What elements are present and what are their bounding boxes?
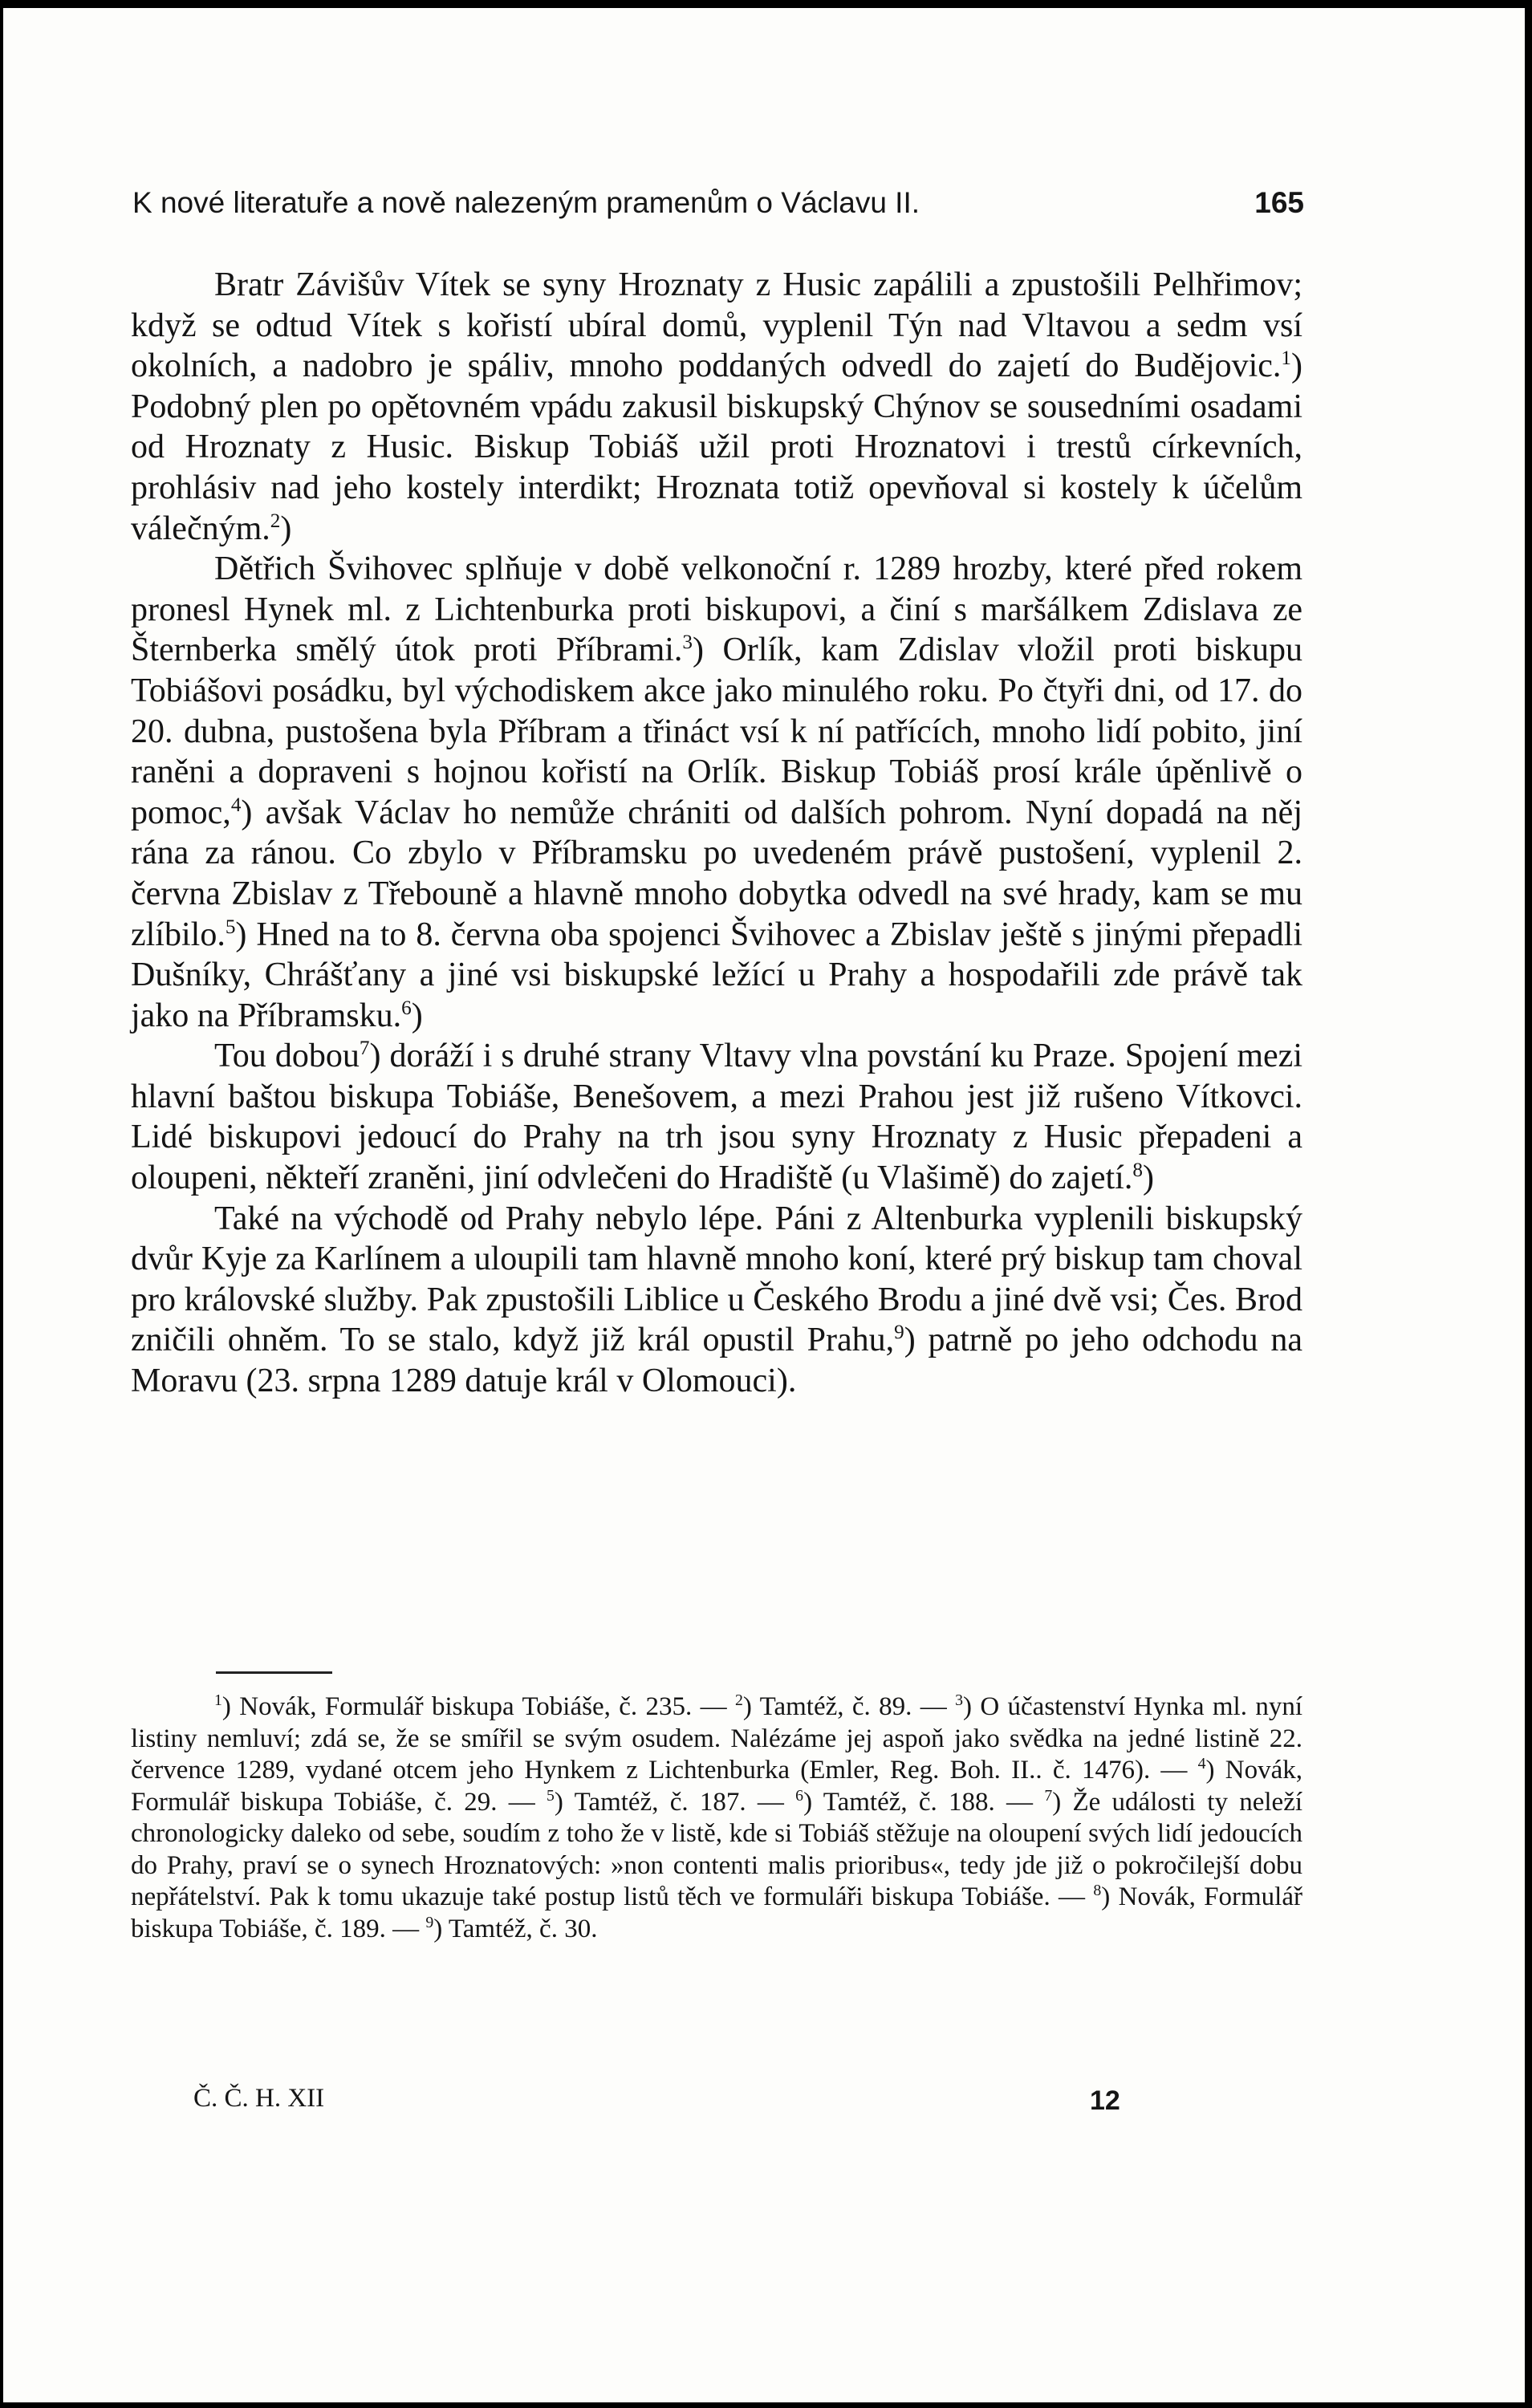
running-header: [132, 186, 1304, 236]
footnote-text: Tamtéž, č. 187. —: [574, 1787, 796, 1817]
paragraph: Bratr Závišův Vítek se syny Hroznaty z Husic zapálili a zpustošili Pelhřimov; když se odtud Vítek s kořistí ubíral domů, vyplenil Týn nad Vltavou a sedm vsí okolních, a nadobro je spáliv, mnoho poddaných odvedl do zajetí do Budějovic.$^1$) Podobný plen po opětovném vpádu zakusil biskupský Chýnov se sousedními osadami od Hroznaty z Husic. Biskup Tobiáš užil proti Hroznatovi i trestů církevních, prohlásiv nad jeho kostely interdikt; Hroznata totiž opevňoval si kostely k účelům válečným.$^2$): [131, 266, 1302, 547]
footnote-text: Tamtéž, č. 89. —: [759, 1692, 956, 1721]
text-run: avšak Václav ho nemůže chrániti od dalších pohrom. Nyní dopadá na něj rána za ránou. Co zbylo v Příbramsku po uvedeném právě pustošení, vyplenil 2. června Zbislav z Třebouně a hlavně mnoho dobytka odvedl na své hrady, kam se mu zlíbilo.: [131, 794, 1302, 953]
footnote-ref: 5: [225, 916, 236, 938]
footnote-mark: 3: [955, 1691, 963, 1709]
text-run: Hned na to 8. června oba spojenci Švihovec a Zbislav ještě s jinými přepadli Dušníky, Chrášťany a jiné vsi biskupské ležící u Prahy a hospodařili zde právě tak jako na Příbramsku.: [131, 916, 1302, 1034]
footnote-ref: 4: [230, 794, 242, 816]
signature-mark: Č. Č. H. XII: [193, 2084, 325, 2113]
footnote-ref: 2: [270, 510, 281, 532]
footnote-ref: 1: [1281, 347, 1291, 370]
text-run: Bratr Závišův Vítek se syny Hroznaty z Husic zapálili a zpustošili Pelhřimov; když se odtud Vítek s kořistí ubíral domů, vyplenil Týn nad Vltavou a sedm vsí okolních, a nadobro je spáliv, mnoho poddaných odvedl do zajetí do Budějovic.: [131, 266, 1302, 385]
footnote-text: Novák, Formulář biskupa Tobiáše, č. 189. —: [131, 1882, 1302, 1943]
paragraph: Tou dobou$^7$) doráží i s druhé strany Vltavy vlna povstání ku Praze. Spojení mezi hlavní baštou biskupa Tobiáše, Benešovem, a mezi Prahou jest již rušeno Vítkovci. Lidé biskupovi jedoucí do Prahy na trh jsou syny Hroznaty z Husic přepadeni a oloupeni, někteří zraněni, jiní odvlečeni do Hradiště (u Vlašimě) do zajetí.$^8$): [131, 1038, 1302, 1197]
footnote-mark: 9: [425, 1913, 434, 1931]
text-run: Orlík, kam Zdislav vložil proti biskupu Tobiášovi posádku, byl východiskem akce jako minulého roku. Po čtyři dni, od 17. do 20. dubna, pustošena byla Příbram a třináct vsí k ní patřících, mnoho lidí pobito, jiní raněni a dopraveni s hojnou kořistí na Orlík. Biskup Tobiáš prosí krále úpěnlivě o pomoc,: [131, 631, 1302, 831]
text-run: doráží i s druhé strany Vltavy vlna povstání ku Praze. Spojení mezi hlavní baštou biskupa Tobiáše, Benešovem, a mezi Prahou jest již rušeno Vítkovci. Lidé biskupovi jedoucí do Prahy na trh jsou syny Hroznaty z Husic přepadeni a oloupeni, někteří zraněni, jiní odvlečeni do Hradiště (u Vlašimě) do zajetí.: [131, 1038, 1302, 1197]
text-run: Tou dobou: [214, 1038, 360, 1075]
footnote-ref: 8: [1132, 1159, 1143, 1182]
footnote-mark: 1: [214, 1691, 222, 1709]
footnote-mark: 5: [547, 1786, 555, 1805]
paragraph: Dětřich Švihovec splňuje v době velkonoční r. 1289 hrozby, které před rokem pronesl Hynek ml. z Lichtenburka proti biskupovi, a činí s maršálkem Zdislava ze Šternberka smělý útok proti Příbrami.$^3$) Orlík, kam Zdislav vložil proti biskupu Tobiášovi posádku, byl východiskem akce jako minulého roku. Po čtyři dni, od 17. do 20. dubna, pustošena byla Příbram a třináct vsí k ní patřících, mnoho lidí pobito, jiní raněni a dopraveni s hojnou kořistí na Orlík. Biskup Tobiáš prosí krále úpěnlivě o pomoc,$^4$) avšak Václav ho nemůže chrániti od dalších pohrom. Nyní dopadá na něj rána za ránou. Co zbylo v Příbramsku po uvedeném právě pustošení, vyplenil 2. června Zbislav z Třebouně a hlavně mnoho dobytka odvedl na své hrady, kam se mu zlíbilo.$^5$) Hned na to 8. června oba spojenci Švihovec a Zbislav ještě s jinými přepadli Dušníky, Chrášťany a jiné vsi biskupské ležící u Prahy a hospodařili zde právě tak jako na Příbramsku.$^6$): [131, 550, 1302, 1034]
text-run: patrně po jeho odchodu na Moravu (23. srpna 1289 datuje král v Olomouci).: [131, 1322, 1302, 1400]
footnote-text: Že události ty neleží chronologicky daleko od sebe, soudím z toho že v listě, kde si Tobiáš stěžuje na oloupení svých lidí jedoucích do Prahy, praví se o synech Hroznatových: »non contenti malis prioribus«, tedy jde již o pokročilejší dobu nepřátelství. Pak k tomu ukazuje také postup listů těch ve formuláři biskupa Tobiáše. —: [131, 1787, 1303, 1911]
footnote-ref: 6: [401, 997, 412, 1019]
footnote-mark: 4: [1197, 1755, 1206, 1772]
footnote-mark: 8: [1093, 1882, 1102, 1899]
footnote-text: Novák, Formulář biskupa Tobiáše, č. 29. —: [131, 1756, 1302, 1817]
footnote-block: $^1$) Novák, Formulář biskupa Tobiáše, č. 235. — $^2$) Tamtéž, č. 89. — $^3$) O účastenství Hynka ml. nyní listiny nemluví; zdá se, že se smířil se svým osudem. Nalézáme jej aspoň jako svědka na jedné listině 22. července 1289, vydané otcem jeho Hynkem z Lichtenburka (Emler, Reg. Boh. II.. č. 1476). — $^4$) Novák, Formulář biskupa Tobiáše, č. 29. — $^5$) Tamtéž, č. 187. — $^6$) Tamtéž, č. 188. — $^7$) Že události ty neleží chronologicky daleko od sebe, soudím z toho že v listě, kde si Tobiáš stěžuje na oloupení svých lidí jedoucích do Prahy, praví se o synech Hroznatových: »non contenti malis prioribus«, tedy jde již o pokročilejší dobu nepřátelství. Pak k tomu ukazuje také postup listů těch ve formuláři biskupa Tobiáše. — $^8$) Novák, Formulář biskupa Tobiáše, č. 189. — $^9$) Tamtéž, č. 30.: [131, 1691, 1303, 1943]
sheet-number: 12: [1090, 2085, 1120, 2116]
footnote-text: O účastenství Hynka ml. nyní listiny nemluví; zdá se, že se smířil se svým osudem. Nalézáme jej aspoň jako svědka na jedné listině 22. července 1289, vydané otcem jeho Hynkem z Lichtenburka (Emler, Reg. Boh. II.. č. 1476). —: [131, 1692, 1302, 1785]
footnote-rule: [216, 1671, 332, 1674]
footnote-ref: 7: [359, 1038, 370, 1060]
footnote-mark: 6: [795, 1786, 804, 1805]
text-run: Podobný plen po opětovném vpádu zakusil biskupský Chýnov se sousedními osadami od Hroznaty z Husic. Biskup Tobiáš užil proti Hroznatovi i trestů církevních, prohlásiv nad jeho kostely interdikt; Hroznata totiž opevňoval si kostely k účelům válečným.: [131, 388, 1302, 547]
text-run: Dětřich Švihovec splňuje v době velkonoční r. 1289 hrozby, které před rokem pronesl Hynek ml. z Lichtenburka proti biskupovi, a činí s maršálkem Zdislava ze Šternberka smělý útok proti Příbrami.: [131, 550, 1302, 669]
text-run: Také na východě od Prahy nebylo lépe. Páni z Altenburka vyplenili biskupský dvůr Kyje za Karlínem a uloupili tam hlavně mnoho koní, které prý biskup tam choval pro královské služby. Pak zpustošili Liblice u Českého Brodu a jiné dvě vsi; Čes. Brod zničili ohněm. To se stalo, když již král opustil Prahu,: [131, 1200, 1302, 1359]
footnote-ref: 9: [894, 1322, 904, 1344]
footnotes: [131, 1691, 1302, 1945]
footnote-text: Tamtéž, č. 30.: [448, 1914, 598, 1943]
footnote-mark: 7: [1044, 1786, 1053, 1805]
footnote-text: Novák, Formulář biskupa Tobiáše, č. 235. —: [239, 1692, 735, 1721]
footnote-ref: 3: [682, 631, 693, 654]
page-number: 165: [1254, 186, 1304, 219]
running-title: K nové literatuře a nově nalezeným pramenům o Václavu II.: [132, 186, 920, 219]
page: [3, 8, 1525, 2402]
footnote-mark: 2: [734, 1691, 743, 1709]
main-text: [131, 265, 1302, 1402]
paragraph: Také na východě od Prahy nebylo lépe. Páni z Altenburka vyplenili biskupský dvůr Kyje za Karlínem a uloupili tam hlavně mnoho koní, které prý biskup tam choval pro královské služby. Pak zpustošili Liblice u Českého Brodu a jiné dvě vsi; Čes. Brod zničili ohněm. To se stalo, když již král opustil Prahu,$^9$) patrně po jeho odchodu na Moravu (23. srpna 1289 datuje král v Olomouci).: [131, 1200, 1302, 1400]
footnote-text: Tamtéž, č. 188. —: [823, 1787, 1045, 1817]
